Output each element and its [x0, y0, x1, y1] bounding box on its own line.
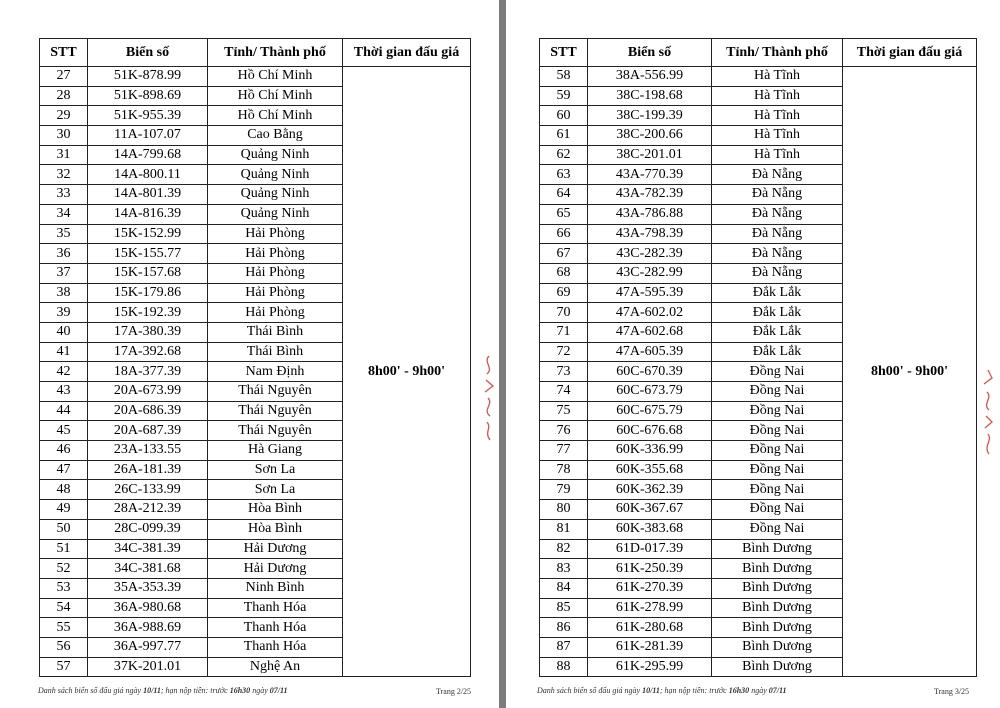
page-number: Trang 3/25	[934, 687, 970, 696]
stt-cell: 84	[540, 578, 588, 598]
province-cell: Hải Dương	[208, 559, 343, 579]
stt-cell: 88	[540, 657, 588, 677]
province-cell: Quảng Ninh	[208, 185, 343, 205]
stt-cell: 32	[40, 165, 88, 185]
stt-cell: 69	[540, 283, 588, 303]
table-header-row	[540, 39, 977, 67]
plate-cell: 15K-157.68	[88, 263, 208, 283]
plate-cell: 26A-181.39	[88, 460, 208, 480]
plate-cell: 60C-675.79	[588, 401, 712, 421]
stt-cell: 41	[40, 342, 88, 362]
plate-cell: 36A-988.69	[88, 618, 208, 638]
province-cell: Đắk Lắk	[712, 283, 843, 303]
province-cell: Đắk Lắk	[712, 303, 843, 323]
province-cell: Đà Nẵng	[712, 165, 843, 185]
header-auction-time: Thời gian đấu giá	[843, 39, 977, 67]
province-cell: Đồng Nai	[712, 500, 843, 520]
plate-cell: 60K-362.39	[588, 480, 712, 500]
stt-cell: 70	[540, 303, 588, 323]
document-page-right	[506, 0, 1000, 708]
stt-cell: 77	[540, 441, 588, 461]
auction-plate-table	[539, 38, 977, 677]
page-number: Trang 2/25	[436, 687, 472, 696]
stt-cell: 49	[40, 500, 88, 520]
plate-cell: 36A-997.77	[88, 637, 208, 657]
stt-cell: 29	[40, 106, 88, 126]
province-cell: Đồng Nai	[712, 421, 843, 441]
province-cell: Thanh Hóa	[208, 618, 343, 638]
plate-cell: 14A-800.11	[88, 165, 208, 185]
stt-cell: 55	[40, 618, 88, 638]
province-cell: Quảng Ninh	[208, 145, 343, 165]
stt-cell: 35	[40, 224, 88, 244]
auction-time-cell: 8h00' - 9h00'	[343, 67, 471, 677]
province-cell: Hòa Bình	[208, 500, 343, 520]
plate-cell: 61K-281.39	[588, 637, 712, 657]
province-cell: Quảng Ninh	[208, 165, 343, 185]
stt-cell: 54	[40, 598, 88, 618]
plate-cell: 28C-099.39	[88, 519, 208, 539]
province-cell: Hồ Chí Minh	[208, 86, 343, 106]
stt-cell: 66	[540, 224, 588, 244]
header-province: Tỉnh/ Thành phố	[208, 39, 343, 67]
stt-cell: 71	[540, 322, 588, 342]
stt-cell: 61	[540, 126, 588, 146]
stt-cell: 37	[40, 263, 88, 283]
stt-cell: 34	[40, 204, 88, 224]
stt-cell: 51	[40, 539, 88, 559]
province-cell: Đồng Nai	[712, 460, 843, 480]
signature-icon	[478, 352, 500, 444]
plate-cell: 11A-107.07	[88, 126, 208, 146]
province-cell: Đồng Nai	[712, 441, 843, 461]
plate-cell: 17A-392.68	[88, 342, 208, 362]
stt-cell: 27	[40, 67, 88, 87]
plate-cell: 28A-212.39	[88, 500, 208, 520]
province-cell: Nghệ An	[208, 657, 343, 677]
plate-cell: 35A-353.39	[88, 578, 208, 598]
province-cell: Đắk Lắk	[712, 322, 843, 342]
province-cell: Hà Tĩnh	[712, 67, 843, 87]
province-cell: Đắk Lắk	[712, 342, 843, 362]
stt-cell: 43	[40, 382, 88, 402]
stt-cell: 46	[40, 441, 88, 461]
plate-cell: 60K-383.68	[588, 519, 712, 539]
plate-cell: 43C-282.39	[588, 244, 712, 264]
province-cell: Thái Nguyên	[208, 401, 343, 421]
header-plate: Biển số	[588, 39, 712, 67]
plate-cell: 47A-602.02	[588, 303, 712, 323]
plate-cell: 38C-200.66	[588, 126, 712, 146]
plate-cell: 36A-980.68	[88, 598, 208, 618]
stt-cell: 86	[540, 618, 588, 638]
auction-time-cell: 8h00' - 9h00'	[843, 67, 977, 677]
plate-cell: 60K-355.68	[588, 460, 712, 480]
stt-cell: 81	[540, 519, 588, 539]
plate-cell: 61K-250.39	[588, 559, 712, 579]
page-footer: Danh sách biển số đấu giá ngày 10/11; hạn nộp tiền: trước 16h30 ngày 07/11	[38, 686, 288, 695]
plate-cell: 38A-556.99	[588, 67, 712, 87]
stt-cell: 76	[540, 421, 588, 441]
province-cell: Hải Phòng	[208, 283, 343, 303]
plate-cell: 15K-152.99	[88, 224, 208, 244]
plate-cell: 23A-133.55	[88, 441, 208, 461]
stt-cell: 73	[540, 362, 588, 382]
province-cell: Hải Dương	[208, 539, 343, 559]
plate-cell: 37K-201.01	[88, 657, 208, 677]
province-cell: Đồng Nai	[712, 401, 843, 421]
province-cell: Đà Nẵng	[712, 263, 843, 283]
stt-cell: 75	[540, 401, 588, 421]
stt-cell: 40	[40, 322, 88, 342]
table-row	[40, 67, 471, 87]
plate-cell: 20A-687.39	[88, 421, 208, 441]
province-cell: Sơn La	[208, 460, 343, 480]
stt-cell: 60	[540, 106, 588, 126]
stt-cell: 64	[540, 185, 588, 205]
plate-cell: 60C-670.39	[588, 362, 712, 382]
province-cell: Đồng Nai	[712, 519, 843, 539]
province-cell: Thái Nguyên	[208, 382, 343, 402]
plate-cell: 20A-686.39	[88, 401, 208, 421]
auction-plate-table	[39, 38, 471, 677]
province-cell: Cao Bằng	[208, 126, 343, 146]
province-cell: Nam Định	[208, 362, 343, 382]
stt-cell: 52	[40, 559, 88, 579]
province-cell: Đà Nẵng	[712, 204, 843, 224]
province-cell: Đồng Nai	[712, 362, 843, 382]
plate-cell: 43A-786.88	[588, 204, 712, 224]
stt-cell: 31	[40, 145, 88, 165]
province-cell: Đồng Nai	[712, 382, 843, 402]
plate-cell: 51K-898.69	[88, 86, 208, 106]
plate-cell: 60C-673.79	[588, 382, 712, 402]
plate-cell: 51K-878.99	[88, 67, 208, 87]
province-cell: Thái Nguyên	[208, 421, 343, 441]
stt-cell: 38	[40, 283, 88, 303]
stt-cell: 82	[540, 539, 588, 559]
plate-cell: 14A-801.39	[88, 185, 208, 205]
plate-cell: 61K-270.39	[588, 578, 712, 598]
plate-cell: 38C-198.68	[588, 86, 712, 106]
province-cell: Đồng Nai	[712, 480, 843, 500]
plate-cell: 61D-017.39	[588, 539, 712, 559]
stt-cell: 48	[40, 480, 88, 500]
plate-cell: 47A-595.39	[588, 283, 712, 303]
province-cell: Thanh Hóa	[208, 598, 343, 618]
stt-cell: 68	[540, 263, 588, 283]
province-cell: Bình Dương	[712, 539, 843, 559]
plate-cell: 60K-367.67	[588, 500, 712, 520]
province-cell: Bình Dương	[712, 598, 843, 618]
stt-cell: 59	[540, 86, 588, 106]
plate-cell: 51K-955.39	[88, 106, 208, 126]
province-cell: Hà Giang	[208, 441, 343, 461]
plate-cell: 34C-381.68	[88, 559, 208, 579]
plate-cell: 15K-192.39	[88, 303, 208, 323]
plate-cell: 43A-798.39	[588, 224, 712, 244]
plate-cell: 43A-770.39	[588, 165, 712, 185]
stt-cell: 44	[40, 401, 88, 421]
plate-cell: 14A-816.39	[88, 204, 208, 224]
province-cell: Thái Bình	[208, 322, 343, 342]
plate-cell: 34C-381.39	[88, 539, 208, 559]
header-plate: Biển số	[88, 39, 208, 67]
stt-cell: 58	[540, 67, 588, 87]
province-cell: Hải Phòng	[208, 303, 343, 323]
stt-cell: 39	[40, 303, 88, 323]
stt-cell: 36	[40, 244, 88, 264]
plate-cell: 38C-199.39	[588, 106, 712, 126]
province-cell: Hồ Chí Minh	[208, 67, 343, 87]
province-cell: Hải Phòng	[208, 244, 343, 264]
header-stt: STT	[540, 39, 588, 67]
plate-cell: 20A-673.99	[88, 382, 208, 402]
stt-cell: 74	[540, 382, 588, 402]
stt-cell: 56	[40, 637, 88, 657]
stt-cell: 79	[540, 480, 588, 500]
stt-cell: 72	[540, 342, 588, 362]
header-auction-time: Thời gian đấu giá	[343, 39, 471, 67]
province-cell: Thanh Hóa	[208, 637, 343, 657]
province-cell: Hà Tĩnh	[712, 145, 843, 165]
plate-cell: 60K-336.99	[588, 441, 712, 461]
stt-cell: 30	[40, 126, 88, 146]
stt-cell: 83	[540, 559, 588, 579]
stt-cell: 42	[40, 362, 88, 382]
stt-cell: 67	[540, 244, 588, 264]
plate-cell: 38C-201.01	[588, 145, 712, 165]
province-cell: Bình Dương	[712, 578, 843, 598]
plate-cell: 47A-602.68	[588, 322, 712, 342]
province-cell: Đà Nẵng	[712, 185, 843, 205]
plate-cell: 61K-280.68	[588, 618, 712, 638]
province-cell: Ninh Bình	[208, 578, 343, 598]
province-cell: Hải Phòng	[208, 224, 343, 244]
plate-cell: 15K-179.86	[88, 283, 208, 303]
plate-cell: 43A-782.39	[588, 185, 712, 205]
province-cell: Sơn La	[208, 480, 343, 500]
stt-cell: 87	[540, 637, 588, 657]
plate-cell: 47A-605.39	[588, 342, 712, 362]
stt-cell: 78	[540, 460, 588, 480]
plate-cell: 15K-155.77	[88, 244, 208, 264]
province-cell: Hải Phòng	[208, 263, 343, 283]
province-cell: Hồ Chí Minh	[208, 106, 343, 126]
province-cell: Bình Dương	[712, 657, 843, 677]
stt-cell: 85	[540, 598, 588, 618]
table-header-row	[40, 39, 471, 67]
province-cell: Bình Dương	[712, 637, 843, 657]
province-cell: Hà Tĩnh	[712, 86, 843, 106]
plate-cell: 43C-282.99	[588, 263, 712, 283]
province-cell: Bình Dương	[712, 559, 843, 579]
province-cell: Hà Tĩnh	[712, 126, 843, 146]
table-row	[540, 67, 977, 87]
province-cell: Hà Tĩnh	[712, 106, 843, 126]
stt-cell: 65	[540, 204, 588, 224]
province-cell: Thái Bình	[208, 342, 343, 362]
plate-cell: 18A-377.39	[88, 362, 208, 382]
stt-cell: 45	[40, 421, 88, 441]
stt-cell: 47	[40, 460, 88, 480]
stt-cell: 57	[40, 657, 88, 677]
header-stt: STT	[40, 39, 88, 67]
plate-cell: 60C-676.68	[588, 421, 712, 441]
page-footer: Danh sách biển số đấu giá ngày 10/11; hạn nộp tiền: trước 16h30 ngày 07/11	[537, 686, 787, 695]
plate-cell: 17A-380.39	[88, 322, 208, 342]
province-cell: Quảng Ninh	[208, 204, 343, 224]
header-province: Tỉnh/ Thành phố	[712, 39, 843, 67]
province-cell: Bình Dương	[712, 618, 843, 638]
document-page-left	[0, 0, 499, 708]
stt-cell: 80	[540, 500, 588, 520]
plate-cell: 61K-295.99	[588, 657, 712, 677]
signature-icon	[978, 366, 998, 458]
stt-cell: 28	[40, 86, 88, 106]
province-cell: Đà Nẵng	[712, 224, 843, 244]
province-cell: Hòa Bình	[208, 519, 343, 539]
plate-cell: 26C-133.99	[88, 480, 208, 500]
stt-cell: 50	[40, 519, 88, 539]
province-cell: Đà Nẵng	[712, 244, 843, 264]
stt-cell: 63	[540, 165, 588, 185]
stt-cell: 62	[540, 145, 588, 165]
stt-cell: 33	[40, 185, 88, 205]
stt-cell: 53	[40, 578, 88, 598]
plate-cell: 61K-278.99	[588, 598, 712, 618]
plate-cell: 14A-799.68	[88, 145, 208, 165]
